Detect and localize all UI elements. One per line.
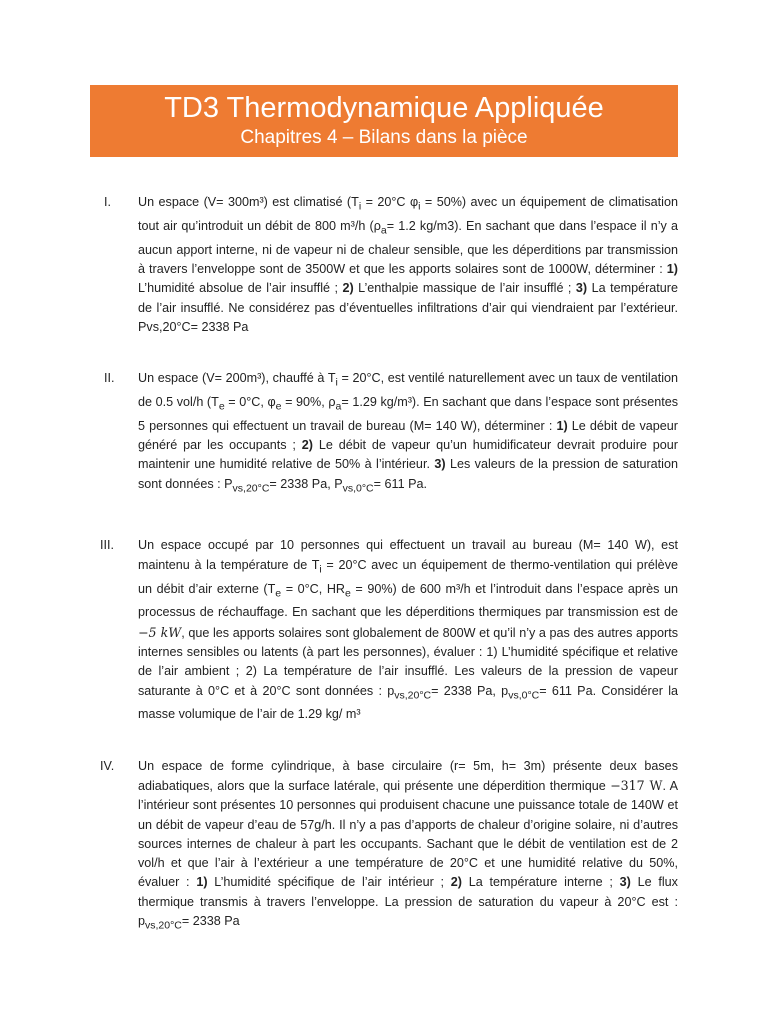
subscript: i [418, 200, 421, 213]
exercise-text: = 90%) de 600 m³/h et l’introduit dans l’espace après un processus de réchauffage. En sachant que les déperditions thermiques par transmission est de [138, 581, 678, 620]
subscript: e [275, 587, 282, 600]
exercise-text: Le débit de vapeur qu’un humidificateur devrait produire pour maintenir une humidité relative de 50% à l’intérieur. [138, 438, 678, 472]
exercise-text: L’enthalpie massique de l’air insufflé ; [353, 281, 576, 296]
subscript: i [319, 563, 322, 576]
exercise-number: IV. [100, 758, 115, 773]
math-expression: −5 kW [138, 624, 182, 640]
exercise-number: II. [104, 371, 115, 386]
question-number: 2) [450, 875, 462, 890]
subscript: a [335, 400, 342, 413]
math-expression: −317 W [610, 777, 663, 793]
question-number: 1) [666, 261, 678, 276]
exercise-text: Un espace (V= 300m³) est climatisé (T [138, 195, 359, 209]
subscript: i [358, 200, 362, 213]
subscript: e [275, 400, 282, 413]
exercise-1 [90, 193, 678, 337]
exercise-2 [90, 369, 678, 498]
exercise-text: = 0°C, HR [281, 581, 346, 596]
subscript: e [218, 400, 225, 413]
subscript: a [380, 224, 387, 237]
exercise-text: = 2338 Pa, P [269, 476, 343, 491]
exercise-list [90, 193, 678, 936]
exercise-3 [90, 536, 678, 724]
exercise-text: Un espace (V= 200m³), chauffé à T [138, 371, 336, 386]
subscript: vs,0°C [342, 482, 374, 495]
subscript: vs,0°C [508, 689, 540, 702]
header-banner [90, 85, 678, 157]
exercise-number: III. [100, 538, 114, 553]
exercise-text: = 611 Pa. [373, 476, 427, 491]
exercise-text: . A l’intérieur sont présentes 10 personnes qui produisent chacune une puissance totale de 140W et un débit de vapeur d’eau de 57g/h. Il n’y a pas d’apports de chaleur d’origine solaire, ni d’autres sources internes de chaleur à part les occupants. Sachant que le débit de ventilation est de 2 vol/h et que l’air à l’extérieur a une température de 20°C et une humidité relative du 50%, évaluer : [138, 778, 678, 890]
question-number: 2) [342, 281, 354, 296]
exercise-text: = 90%, ρ [281, 394, 336, 409]
exercise-text: = 2338 Pa [181, 914, 240, 929]
exercise-text: = 20°C, est ventilé naturellement avec un taux de ventilation de 0.5 vol/h (T [138, 371, 679, 409]
exercise-text: Les valeurs de la pression de saturation sont données : P [138, 457, 678, 491]
exercise-text: = 1.29 kg/m³). En sachant que dans l’espace sont présentes 5 personnes qui effectuent un travail de bureau (M= 140 W), déterminer : [138, 394, 678, 433]
exercise-text: L’humidité spécifique de l’air intérieur ; [207, 875, 451, 890]
question-number: 2) [301, 438, 313, 453]
exercise-text: Le débit de vapeur généré par les occupants ; [138, 418, 678, 453]
exercise-text: L’humidité absolue de l’air insufflé ; [138, 281, 343, 296]
exercise-text: , que les apports solaires sont globalement de 800W et qu’il n’y a pas des autres apports internes sensibles ou latents (à part les personnes), évaluer : 1) L’humidité spécifique et relative de l’air ambient ; 2) La température de l’air insufflé. Les valeurs de la pression de vapeur saturante à 0°C et à 20°C sont données : p [138, 625, 678, 698]
subscript: e [345, 587, 351, 600]
subscript: i [335, 376, 338, 389]
subscript: vs,20°C [394, 689, 432, 702]
exercise-text: = 611 Pa. Considérer la masse volumique de l’air de 1.29 kg/ m³ [138, 683, 678, 722]
exercise-text: = 20°C φ [361, 195, 419, 209]
exercise-text: La température de l’air insufflé. Ne considérez pas d’éventuelles infiltrations d’air qui viendraient par l’extérieur. Pvs,20°C= 2338 Pa [138, 281, 678, 334]
exercise-text: La température interne ; [462, 875, 620, 890]
exercise-text: = 0°C, φ [224, 394, 276, 409]
exercise-text: Un espace de forme cylindrique, à base circulaire (r= 5m, h= 3m) présente deux bases adiabatiques, alors que la surface latérale, qui présente une déperdition thermique [138, 758, 678, 793]
exercise-text: Un espace occupé par 10 personnes qui effectuent un travail au bureau (M= 140 W), est maintenu à la température de T [138, 538, 678, 572]
exercise-text: Le flux thermique transmis à travers l’enveloppe. La pression de saturation du vapeur à 20°C est : p [138, 875, 678, 929]
document-subtitle: Chapitres 4 – Bilans dans la pièce [240, 127, 528, 148]
exercise-number: I. [104, 195, 111, 209]
exercise-text: = 20°C avec un équipement de thermo-ventilation qui prélève un débit d’air externe (T [138, 557, 678, 596]
exercise-text: = 1.2 kg/m3). En sachant que dans l’espace il n’y a aucun apport interne, ni de vapeur ni de chaleur sensible, que les déperditions par transmission à travers l’enveloppe sont de 3500W et que les apports solaires sont de 1000W, déterminer : [138, 218, 678, 276]
question-number: 1) [556, 418, 568, 433]
question-number: 3) [619, 875, 631, 890]
question-number: 1) [196, 875, 208, 890]
document-title: TD3 Thermodynamique Appliquée [164, 92, 604, 124]
question-number: 3) [434, 457, 446, 472]
subscript: vs,20°C [145, 919, 182, 932]
exercise-4 [90, 757, 678, 936]
subscript: vs,20°C [232, 482, 270, 495]
exercise-text: = 50%) avec un équipement de climatisation tout air qu’introduit un débit de 800 m³/h (ρ [138, 195, 678, 233]
question-number: 3) [575, 281, 588, 296]
exercise-text: = 2338 Pa, p [431, 683, 509, 698]
